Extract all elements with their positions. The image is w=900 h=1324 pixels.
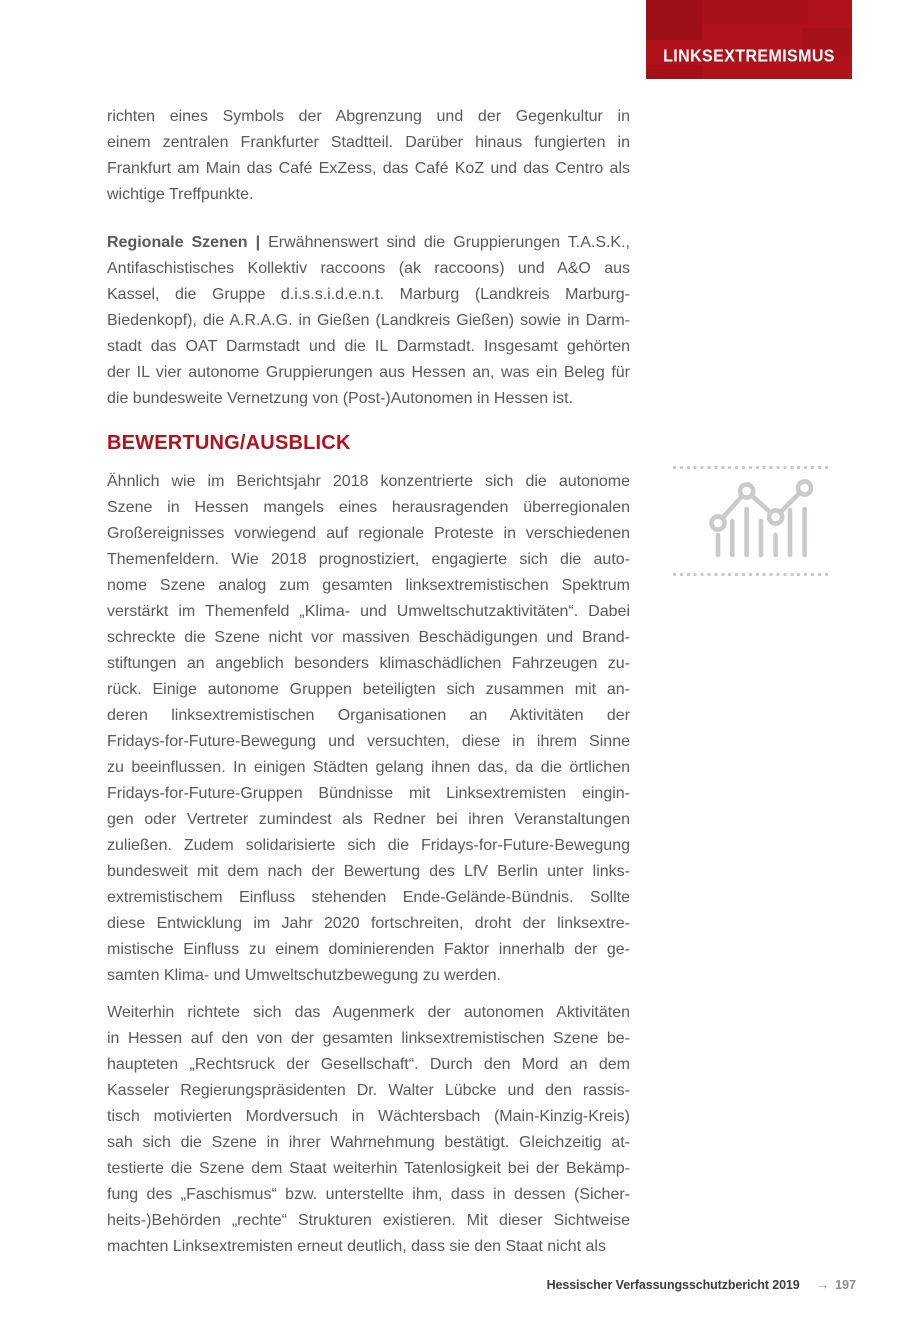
text-line: einem zentralen Frankfurter Stadtteil. Darüber hinaus fungierten in [107,134,630,151]
text-line: bundesweit mit dem nach der Bewertung des LfV Berlin unter links- [107,863,630,880]
text-line: fung des „Faschismus“ bzw. unterstellte ihm, dass in dessen (Sicher- [107,1186,630,1203]
badge-shade [646,0,702,40]
text-line: Ähnlich wie im Berichtsjahr 2018 konzentrierte sich die autonome [107,473,630,490]
badge-label: LINKSEXTREMISMUS [663,46,835,66]
dotted-divider-top [673,466,828,469]
sidebar-figure [673,466,828,576]
text-line: Themenfeldern. Wie 2018 prognostiziert, engagierte sich die auto- [107,551,630,568]
section-badge [646,0,852,79]
text-line: samten Klima- und Umweltschutzbewegung zu werden. [107,967,501,984]
text-line: testierte die Szene dem Staat weiterhin Tatenlosigkeit bei der Bekämp- [107,1160,630,1177]
paragraph [107,230,630,412]
arrow-right-icon: → [815,1277,830,1292]
text-line: deren linksextremistischen Organisationen an Aktivitäten der [107,707,630,724]
text-line: Fridays-for-Future-Gruppen Bündnisse mit Linksextremisten eingin- [107,785,630,802]
text-line: haupteten „Rechtsruck der Gesellschaft“. Durch den Mord an dem [107,1056,630,1073]
page-footer [0,1277,856,1292]
bar-line-chart-icon [707,479,813,566]
text-line: richten eines Symbols der Abgrenzung und der Gegenkultur in [107,108,630,125]
footer-page-ref [816,1277,856,1292]
text-line: schreckte die Szene nicht vor massiven Beschädigungen und Brand- [107,629,630,646]
text-line: Fridays-for-Future-Bewegung und versuchten, diese in ihrem Sinne [107,733,630,750]
paragraph-bold-lead: Regionale Szenen | [107,234,261,251]
text-line: die bundesweite Vernetzung von (Post-)Autonomen in Hessen ist. [107,390,574,407]
text-line: gen oder Vertreter zumindest als Redner bei ihren Veranstaltungen [107,811,630,828]
text-line: wichtige Treffpunkte. [107,186,254,203]
text-line: zu beeinflussen. In einigen Städten gelang ihnen das, da die örtlichen [107,759,630,776]
text-line: sah sich die Szene in ihrer Wahrnehmung bestätigt. Gleichzeitig at- [107,1134,630,1151]
text-line: in Hessen auf den von der gesamten linksextremistischen Szene be- [107,1030,630,1047]
text-line: extremistischem Einfluss stehenden Ende-Gelände-Bündnis. Sollte [107,889,630,906]
text-line: verstärkt im Themenfeld „Klima- und Umweltschutzaktivitäten“. Dabei [107,603,630,620]
badge-shade [646,65,702,79]
text-line: stiftungen an angeblich besonders klimaschädlichen Fahrzeugen zu- [107,655,630,672]
text-line: Kassel, die Gruppe d.i.s.s.i.d.e.n.t. Marburg (Landkreis Marburg- [107,286,630,303]
text-line: nome Szene analog zum gesamten linksextremistischen Spektrum [107,577,630,594]
text-line: Biedenkopf), die A.R.A.G. in Gießen (Landkreis Gießen) sowie in Darm- [107,312,630,329]
text-line: Antifaschistisches Kollektiv raccoons (ak raccoons) und A&O aus [107,260,630,277]
text-line: zuließen. Zudem solidarisierte sich die Fridays-for-Future-Bewegung [107,837,630,854]
text-line: Großereignisses vorwiegend auf regionale Proteste in verschiedenen [107,525,630,542]
badge-shade [702,0,808,24]
paragraph [107,469,630,989]
content-column [107,104,630,1260]
footer-report-title: Hessischer Verfassungsschutzbericht 2019 [546,1278,800,1292]
text-line: Weiterhin richtete sich das Augenmerk der autonomen Aktivitäten [107,1004,630,1021]
text-line: stadt das OAT Darmstadt und die IL Darmstadt. Insgesamt gehörten [107,338,630,355]
text-line: der IL vier autonome Gruppierungen aus Hessen an, was ein Beleg für [107,364,630,381]
text-line: mistische Einfluss zu einem dominierenden Faktor innerhalb der ge- [107,941,630,958]
text-line: Kasseler Regierungspräsidenten Dr. Walter Lübcke und den rassis- [107,1082,630,1099]
text-line: tisch motivierten Mordversuch in Wächtersbach (Main-Kinzig-Kreis) [107,1108,630,1125]
page-number: 197 [835,1278,856,1292]
text-line: Regionale Szenen | Erwähnenswert sind die Gruppierungen T.A.S.K., [107,234,630,251]
paragraph [107,1000,630,1260]
text-line: rück. Einige autonome Gruppen beteiligten sich zusammen mit an- [107,681,630,698]
dotted-divider-bottom [673,573,828,576]
text-line: Szene in Hessen mangels eines herausragenden überregionalen [107,499,630,516]
text-line: machten Linksextremisten erneut deutlich, dass sie den Staat nicht als [107,1238,606,1255]
section-heading: BEWERTUNG/AUSBLICK [107,432,351,454]
text-line: diese Entwicklung im Jahr 2020 fortschreiten, droht der linksextre- [107,915,630,932]
text-line: Frankfurt am Main das Café ExZess, das Café KoZ und das Centro als [107,160,630,177]
text-line: heits-)Behörden „rechte“ Strukturen existieren. Mit dieser Sichtweise [107,1212,630,1229]
paragraph [107,104,630,208]
